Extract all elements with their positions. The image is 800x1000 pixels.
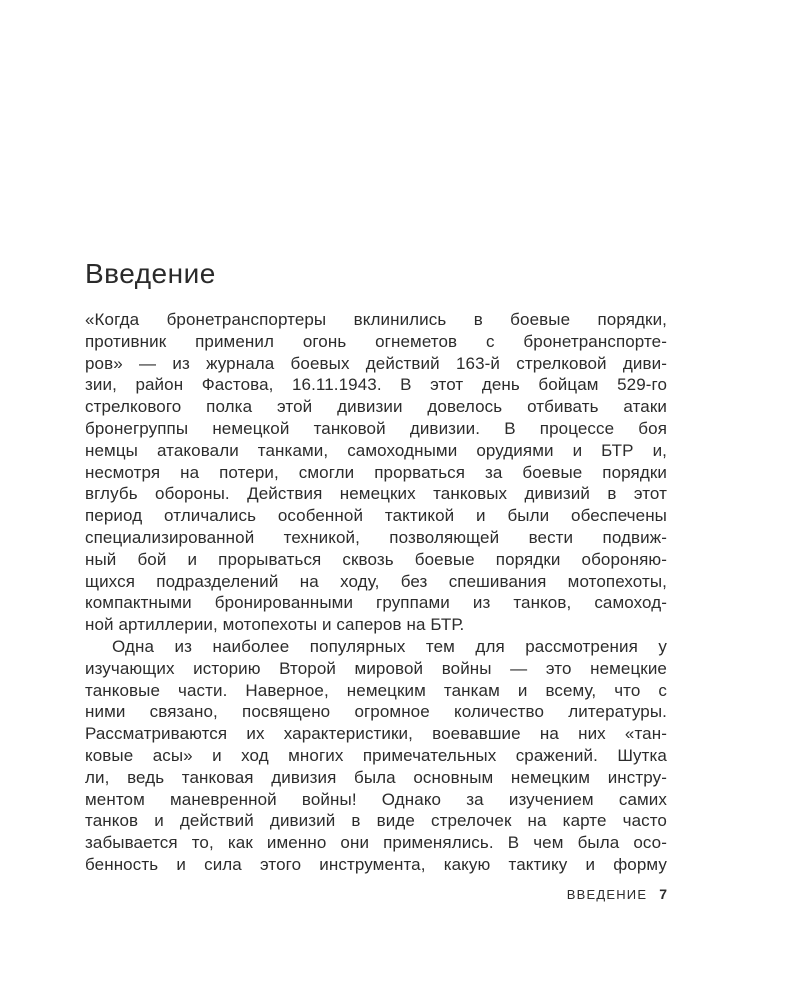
text-line: «Когда бронетранспортеры вклинились в боевые порядки,: [85, 310, 667, 329]
text-line: ними связано, посвящено огромное количество литературы.: [85, 702, 667, 722]
text-line: ный бой и прорываться сквозь боевые порядки обороняю-: [85, 549, 667, 569]
text-line: немцы атаковали танками, самоходными орудиями и БТР и,: [85, 440, 667, 460]
running-footer: [85, 886, 667, 902]
text-line: ной артиллерии, мотопехоты и саперов на БТР.: [85, 615, 465, 635]
body-text: [85, 309, 667, 876]
text-line: противник применил огонь огнеметов с бронетранспорте-: [85, 331, 667, 351]
text-line: ров» — из журнала боевых действий 163-й стрелковой диви-: [85, 353, 667, 373]
footer-page-number: 7: [659, 886, 667, 902]
text-line: бенность и сила этого инструмента, какую тактику и форму: [85, 854, 667, 874]
text-line: изучающих историю Второй мировой войны — это немецкие: [85, 658, 667, 678]
text-line: вглубь обороны. Действия немецких танковых дивизий в этот: [85, 484, 667, 504]
text-line: щихся подразделений на ходу, без спешивания мотопехоты,: [85, 571, 667, 591]
text-line: зии, район Фастова, 16.11.1943. В этот день бойцам 529-го: [85, 375, 667, 395]
chapter-heading: Введение: [85, 258, 216, 289]
text-line: ковые асы» и ход многих примечательных сражений. Шутка: [85, 745, 667, 765]
text-line: танковые части. Наверное, немецким танкам и всему, что с: [85, 680, 667, 700]
text-line: забывается то, как именно они применялись. В чем была осо-: [85, 833, 667, 853]
text-line: ли, ведь танковая дивизия была основным немецким инстру-: [85, 767, 667, 787]
text-line: танков и действий дивизий в виде стрелочек на карте часто: [85, 811, 667, 831]
text-line: Рассматриваются их характеристики, воевавшие на них «тан-: [85, 724, 667, 744]
footer-section-label: ВВЕДЕНИЕ: [566, 887, 648, 902]
text-line: бронегруппы немецкой танковой дивизии. В процессе боя: [85, 418, 667, 438]
text-line: Одна из наиболее популярных тем для рассмотрения у: [112, 636, 667, 656]
text-line: стрелкового полка этой дивизии довелось отбивать атаки: [85, 397, 667, 417]
text-line: ментом маневренной войны! Однако за изучением самих: [85, 789, 667, 809]
text-line: несмотря на потери, смогли прорваться за боевые порядки: [85, 462, 667, 482]
text-line: период отличались особенной тактикой и были обеспечены: [85, 506, 667, 526]
text-line: компактными бронированными группами из танков, самоход-: [85, 593, 667, 613]
text-line: специализированной техникой, позволяющей вести подвиж-: [85, 527, 667, 547]
